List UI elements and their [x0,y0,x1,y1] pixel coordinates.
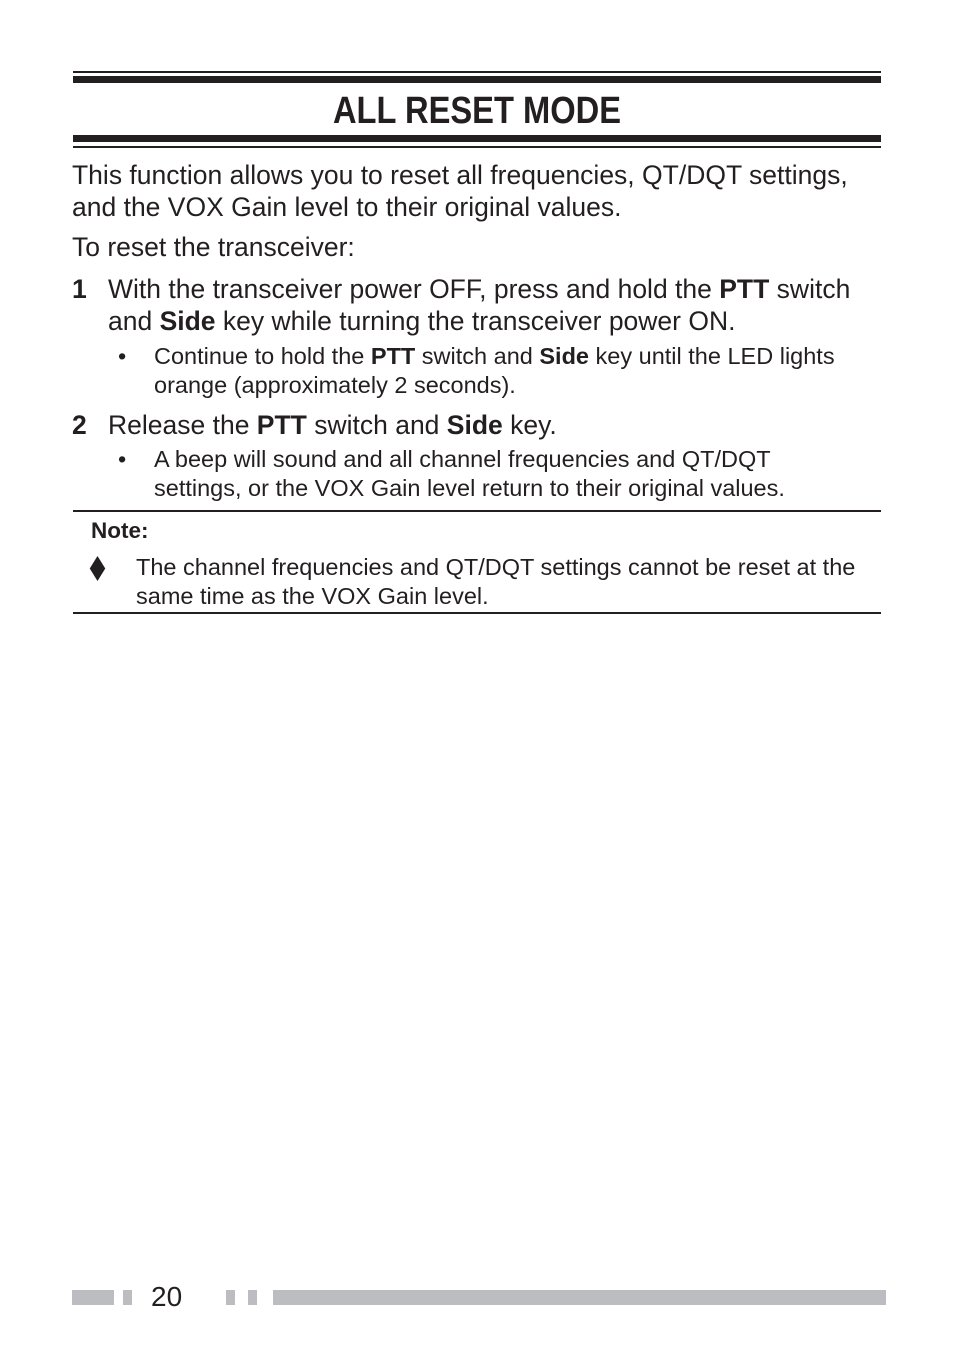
footer-square [123,1290,132,1305]
page-title: ALL RESET MODE [332,90,622,132]
footer-bar-left [72,1290,114,1305]
step-text: With the transceiver power OFF, press and hold the PTT switch and Side key while turning the transceiver power ON. [108,274,851,336]
step-number: 1 [72,274,87,304]
footer-bar-right [273,1290,886,1305]
title-rule-bottom-thin [73,146,881,148]
footer-square [248,1290,257,1305]
title-rule-top-thick [73,76,881,83]
bullet-text: A beep will sound and all channel frequencies and QT/DQT settings, or the VOX Gain level return to their original values. [154,446,785,501]
title-rule-top-thin [73,71,881,73]
title-rule-bottom-thick [73,135,881,142]
step-number: 2 [72,410,87,440]
note-title: Note: [91,518,149,543]
note-text: The channel frequencies and QT/DQT settings cannot be reset at the same time as the VOX Gain level. [136,554,856,609]
bullet-text: Continue to hold the PTT switch and Side key until the LED lights orange (approximately 2 seconds). [154,343,835,398]
lead-paragraph: To reset the transceiver: [72,232,355,262]
step-text: Release the PTT switch and Side key. [108,410,557,440]
diamond-bullet-icon [90,556,106,581]
footer-square [226,1290,235,1305]
note-box [73,510,881,614]
bullet-marker: • [118,343,127,369]
intro-paragraph: This function allows you to reset all frequencies, QT/DQT settings, and the VOX Gain level to their original values. [72,160,848,222]
page-number: 20 [151,1281,183,1312]
bullet-marker: • [118,446,127,472]
